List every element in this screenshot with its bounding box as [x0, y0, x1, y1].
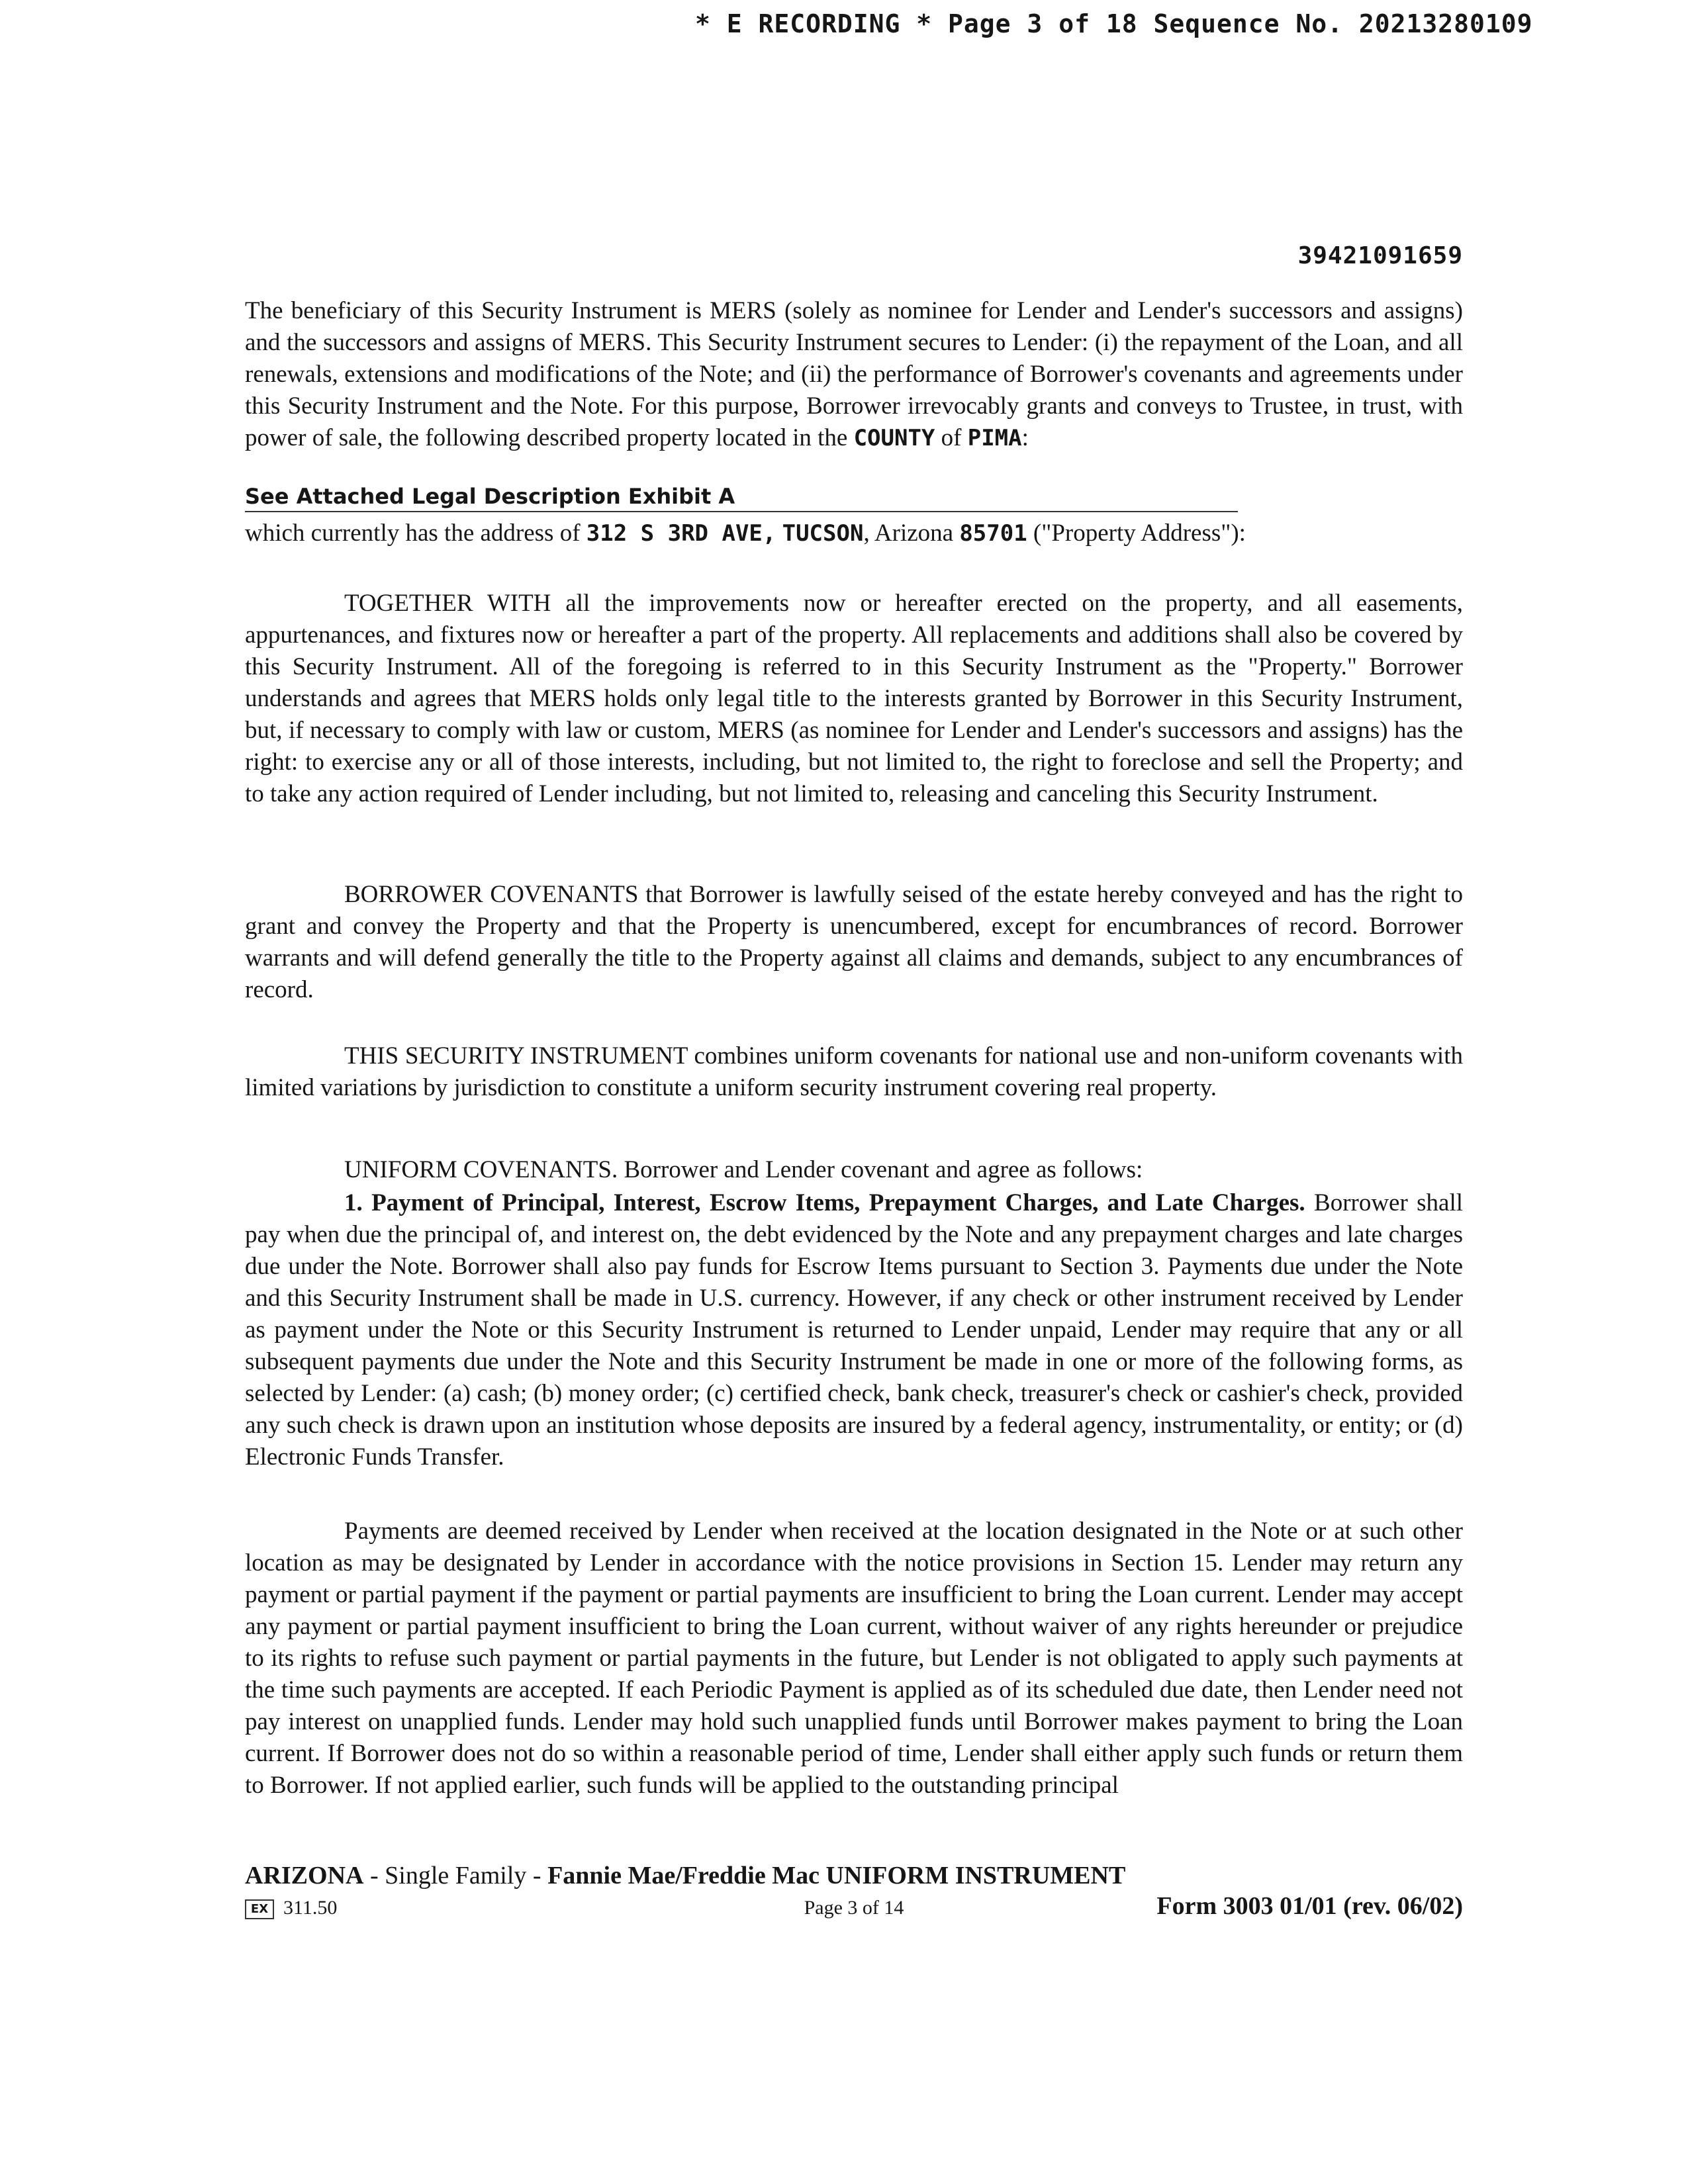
legal-description-line: See Attached Legal Description Exhibit A — [245, 483, 1238, 512]
paragraph-beneficiary — [245, 295, 1463, 454]
recording-header: * E RECORDING * Page 3 of 18 Sequence No. 20213280109 — [695, 9, 1533, 38]
footer-form-number: Form 3003 01/01 (rev. 06/02) — [1156, 1892, 1463, 1920]
footer-page-number: Page 3 of 14 — [804, 1897, 904, 1919]
paragraph-together-with: TOGETHER WITH all the improvements now or hereafter erected on the property, and all easements, appurtenances, and fixtures now or hereafter a part of the property. All replacements and additions shall also be covered by this Security Instrument. All of the foregoing is referred to in this Security Instrument as the "Property." Borrower understands and agrees that MERS holds only legal title to the interests granted by Borrower in this Security Instrument, but, if necessary to comply with law or custom, MERS (as nominee for Lender and Lender's successors and assigns) has the right: to exercise any or all of those interests, including, but not limited to, the right to foreclose and sell the Property; and to take any action required of Lender including, but not limited to, releasing and canceling this Security Instrument. — [245, 590, 1463, 807]
footer-agency: Fannie Mae/Freddie Mac UNIFORM INSTRUMENT — [547, 1862, 1126, 1889]
address-prefix: which currently has the address of — [245, 520, 581, 547]
address-suffix: ("Property Address"): — [1033, 520, 1246, 547]
footer-form-code — [245, 1897, 337, 1919]
section-1-payment — [245, 1187, 1463, 1473]
section-1-heading: 1. Payment of Principal, Interest, Escrow Items, Prepayment Charges, and Late Charges. — [344, 1189, 1305, 1216]
paragraph-borrower-covenants: BORROWER COVENANTS that Borrower is lawfully seised of the estate hereby conveyed and has the right to grant and convey the Property and that the Property is unencumbered, except for encumbrances of record. Borrower warrants and will defend generally the title to the Property against all claims and demands, subject to any encumbrances of record. — [245, 881, 1463, 1003]
footer-state: ARIZONA — [245, 1862, 364, 1889]
footer-instrument-title — [245, 1861, 1304, 1890]
paragraph-payments-received: Payments are deemed received by Lender when received at the location designated in the Note or at such other location as may be designated by Lender in accordance with the notice provisions in Section 15. Lender may return any payment or partial payment if the payment or partial payments are insufficient to bring the Loan current. Lender may accept any payment or partial payment insufficient to bring the Loan current, without waiver of any rights hereunder or prejudice to its rights to refuse such payment or partial payments in the future, but Lender is not obligated to apply such payments at the time such payments are accepted. If each Periodic Payment is applied as of its scheduled due date, then Lender need not pay interest on unapplied funds. Lender may hold such unapplied funds until Borrower makes payment to bring the Loan current. If Borrower does not do so within a reasonable period of time, Lender shall either apply such funds or return them to Borrower. If not applied earlier, such funds will be applied to the outstanding principal — [245, 1518, 1463, 1799]
section-1-text: Borrower shall pay when due the principal of, and interest on, the debt evidenced by the Note and any prepayment charges and late charges due under the Note. Borrower shall also pay funds for Escrow Items pursuant to Section 3. Payments due under the Note and this Security Instrument shall be made in U.S. currency. However, if any check or other instrument received by Lender as payment under the Note or this Security Instrument is returned to Lender unpaid, Lender may require that any or all subsequent payments due under the Note and this Security Instrument be made in one or more of the following forms, as selected by Lender: (a) cash; (b) money order; (c) certified check, bank check, treasurer's check or cashier's check, provided any such check is drawn upon an institution whose deposits are insured by a federal agency, instrumentality, or entity; or (d) Electronic Funds Transfer. — [245, 1189, 1464, 1471]
property-address-line — [245, 518, 1463, 549]
county-colon: : — [1021, 424, 1029, 451]
county-name: PIMA — [967, 425, 1022, 451]
address-city: TUCSON — [782, 520, 864, 547]
address-street: 312 S 3RD AVE, — [586, 520, 776, 547]
footer-type: - Single Family - — [369, 1862, 541, 1889]
paragraph-security-instrument: THIS SECURITY INSTRUMENT combines uniform covenants for national use and non-uniform covenants with limited variations by jurisdiction to constitute a uniform security instrument covering real property. — [245, 1042, 1463, 1101]
beneficiary-text: The beneficiary of this Security Instrument is MERS (solely as nominee for Lender and Lender's successors and assigns) and the successors and assigns of MERS. This Security Instrument secures to Lender: (i) the repayment of the Loan, and all renewals, extensions and modifications of the Note; and (ii) the performance of Borrower's covenants and agreements under this Security Instrument and the Note. For this purpose, Borrower irrevocably grants and conveys to Trustee, in trust, with power of sale, the following described property located in the — [245, 297, 1463, 451]
address-state: , Arizona — [863, 520, 954, 547]
loan-number: 39421091659 — [1297, 242, 1463, 269]
paragraph-uniform-covenants: UNIFORM COVENANTS. Borrower and Lender covenant and agree as follows: — [344, 1156, 1143, 1183]
address-zip: 85701 — [959, 520, 1027, 547]
ex-logo-icon: EX — [245, 1899, 274, 1919]
footer-code-text: 311.50 — [283, 1897, 338, 1919]
county-of: of — [941, 424, 962, 451]
county-label: COUNTY — [853, 425, 935, 451]
